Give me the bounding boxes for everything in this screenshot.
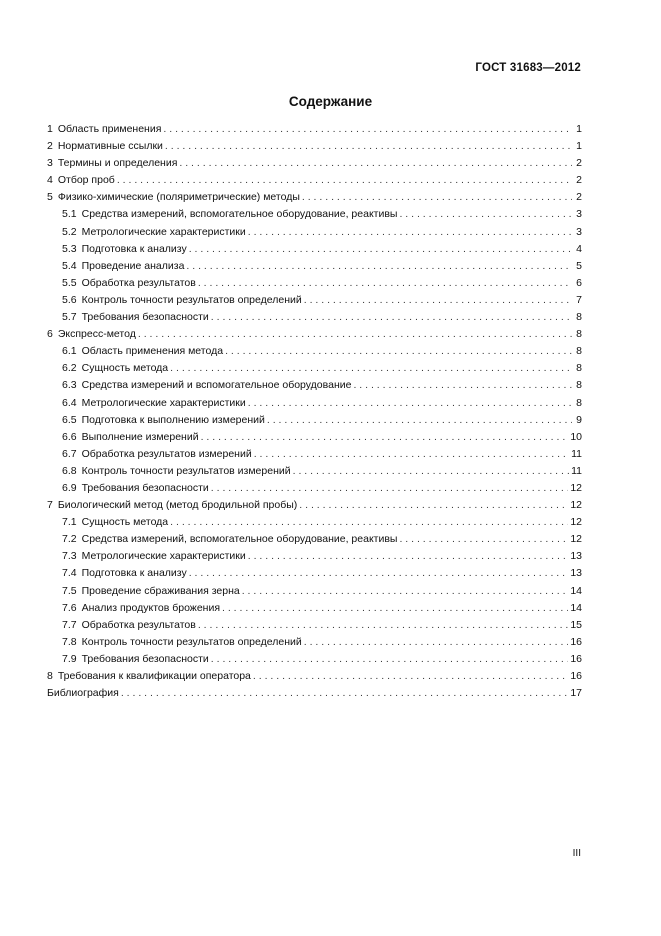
toc-entry-number: 6.2 (62, 362, 77, 375)
toc-dot-leader (293, 463, 569, 480)
toc-entry-number: 1 (47, 123, 53, 135)
toc-dot-leader (399, 531, 568, 548)
toc-entry-title (47, 172, 115, 189)
toc-entry-title (62, 395, 246, 412)
toc-entry-title (47, 326, 136, 343)
toc-entry-number: 5.4 (62, 259, 77, 272)
toc-dot-leader (248, 224, 572, 241)
toc-entry-title (62, 377, 351, 394)
toc-entry-label: Отбор проб (57, 174, 115, 187)
toc-entry-label: Метрологические характеристики (81, 396, 246, 409)
toc-entry-label: Физико-химические (поляриметрические) методы (57, 191, 300, 204)
toc-entry-label: Контроль точности результатов определений (81, 293, 302, 306)
toc-entry-page: 7 (576, 293, 582, 306)
table-of-contents (47, 121, 582, 702)
toc-entry-page: 4 (576, 242, 582, 255)
toc-entry-page: 8 (576, 379, 582, 392)
toc-dot-leader (189, 241, 572, 258)
toc-dot-leader (222, 600, 568, 617)
toc-dot-leader (225, 343, 572, 360)
toc-entry-label: Обработка результатов измерений (81, 447, 252, 460)
toc-entry-label: Обработка результатов (81, 618, 196, 631)
toc-entry-number: 5.7 (62, 311, 77, 324)
toc-entry-number: 3 (47, 157, 53, 170)
toc-entry-title (47, 685, 119, 702)
toc-entry-page: 12 (570, 533, 582, 546)
toc-entry[interactable] (47, 121, 582, 138)
toc-entry-label: Область применения (57, 123, 162, 135)
toc-dot-leader (304, 634, 569, 651)
toc-entry[interactable] (47, 600, 582, 617)
toc-entry[interactable] (47, 668, 582, 685)
toc-entry-title (62, 360, 168, 377)
toc-entry-label: Средства измерений, вспомогательное оборудование, реактивы (81, 533, 398, 546)
toc-dot-leader (138, 326, 572, 343)
toc-entry-title (47, 497, 297, 514)
toc-entry-title (62, 463, 291, 480)
toc-entry-page: 13 (570, 567, 582, 580)
toc-entry-title (62, 583, 240, 600)
toc-entry-title (62, 224, 246, 241)
toc-entry-label: Контроль точности результатов измерений (81, 464, 291, 477)
toc-dot-leader (198, 275, 572, 292)
toc-entry-page: 13 (570, 550, 582, 563)
toc-entry-label: Выполнение измерений (81, 430, 199, 443)
toc-entry[interactable] (47, 155, 582, 172)
toc-dot-leader (248, 395, 572, 412)
toc-entry-label: Метрологические характеристики (81, 225, 246, 238)
toc-dot-leader (170, 360, 572, 377)
toc-entry-page: 9 (576, 413, 582, 426)
toc-dot-leader (254, 446, 569, 463)
toc-entry-title (62, 531, 397, 548)
toc-entry[interactable] (47, 309, 582, 326)
toc-entry-number: 5 (47, 191, 53, 204)
toc-entry-page: 12 (570, 499, 582, 512)
toc-entry[interactable] (47, 138, 582, 155)
toc-dot-leader (121, 685, 568, 702)
toc-entry-page: 1 (576, 123, 582, 135)
toc-entry-label: Проведение сбраживания зерна (81, 584, 240, 597)
toc-entry-page: 8 (576, 345, 582, 358)
toc-entry-title (62, 206, 397, 223)
toc-entry-label: Биологический метод (метод бродильной пробы) (57, 499, 298, 512)
toc-entry-title (47, 155, 177, 172)
toc-entry-label: Требования к квалификации оператора (57, 670, 251, 682)
toc-entry-title (62, 292, 302, 309)
toc-entry[interactable] (47, 617, 582, 634)
toc-entry-number: 6.7 (62, 447, 77, 460)
page-number: III (572, 848, 581, 859)
toc-entry-label: Область применения метода (81, 345, 224, 358)
toc-entry-number: 6.8 (62, 464, 77, 477)
toc-dot-leader (179, 155, 572, 172)
toc-dot-leader (117, 172, 572, 189)
toc-entry-number: 6.6 (62, 430, 77, 443)
toc-entry-title (47, 189, 300, 206)
toc-entry-title (62, 241, 187, 258)
toc-entry-page: 5 (576, 259, 582, 272)
toc-entry-label: Требования безопасности (81, 652, 209, 665)
toc-entry-number: 5.2 (62, 225, 77, 238)
toc-dot-leader (170, 514, 568, 531)
toc-entry-number: 7.5 (62, 584, 77, 597)
toc-entry-label: Термины и определения (57, 157, 178, 170)
toc-entry-number: 2 (47, 140, 53, 153)
toc-entry-label: Средства измерений, вспомогательное оборудование, реактивы (81, 208, 398, 221)
toc-entry-label: Нормативные ссылки (57, 140, 163, 153)
toc-entry-page: 14 (570, 601, 582, 614)
toc-entry-label: Экспресс-метод (57, 328, 136, 341)
toc-entry-page: 16 (570, 652, 582, 665)
toc-entry-title (47, 138, 163, 155)
toc-dot-leader (248, 548, 569, 565)
toc-entry[interactable] (47, 241, 582, 258)
toc-entry[interactable] (47, 531, 582, 548)
toc-entry-number: 6.4 (62, 396, 77, 409)
toc-entry-title (62, 514, 168, 531)
toc-entry-page: 11 (571, 447, 582, 460)
toc-entry[interactable] (47, 292, 582, 309)
toc-entry-label: Подготовка к анализу (81, 242, 187, 255)
toc-entry[interactable] (47, 206, 582, 223)
toc-entry-number: 7.8 (62, 635, 77, 648)
toc-entry-title (62, 258, 184, 275)
toc-entry[interactable] (47, 343, 582, 360)
toc-entry-page: 10 (570, 430, 582, 443)
toc-entry[interactable] (47, 275, 582, 292)
toc-entry[interactable] (47, 224, 582, 241)
toc-entry-page: 16 (570, 670, 582, 682)
toc-entry-label: Требования безопасности (81, 481, 209, 494)
toc-entry-label: Проведение анализа (81, 259, 185, 272)
toc-entry-page: 14 (570, 584, 582, 597)
toc-entry-page: 8 (576, 328, 582, 341)
toc-entry-title (47, 121, 161, 138)
toc-entry-page: 8 (576, 396, 582, 409)
toc-entry-number: 6.3 (62, 379, 77, 392)
toc-entry-page: 11 (571, 464, 582, 477)
toc-dot-leader (302, 189, 572, 206)
toc-entry-page: 12 (570, 516, 582, 529)
toc-entry-label: Сущность метода (81, 516, 169, 529)
toc-entry-title (62, 343, 223, 360)
toc-entry[interactable] (47, 258, 582, 275)
toc-entry-number: 7.3 (62, 550, 77, 563)
toc-entry-title (62, 565, 187, 582)
toc-entry-title (47, 668, 251, 685)
toc-dot-leader (267, 412, 572, 429)
toc-entry[interactable] (47, 548, 582, 565)
toc-entry-page: 1 (576, 140, 582, 153)
toc-entry[interactable] (47, 497, 582, 514)
toc-entry-label: Контроль точности результатов определений (81, 635, 302, 648)
toc-entry-label: Подготовка к анализу (81, 567, 187, 580)
toc-entry-number: 6 (47, 328, 53, 341)
toc-entry-title (62, 480, 209, 497)
toc-entry[interactable] (47, 172, 582, 189)
toc-entry-number: 7.9 (62, 652, 77, 665)
toc-entry[interactable] (47, 514, 582, 531)
toc-dot-leader (189, 565, 569, 582)
toc-entry-number: 5.3 (62, 242, 77, 255)
toc-title: Содержание (288, 94, 373, 109)
toc-entry-number: 6.1 (62, 345, 77, 358)
toc-dot-leader (304, 292, 572, 309)
toc-entry-number: 5.5 (62, 276, 77, 289)
toc-entry-number: 7 (47, 499, 53, 512)
document-code: ГОСТ 31683—2012 (475, 62, 581, 74)
toc-entry-label: Сущность метода (81, 362, 169, 375)
toc-entry[interactable] (47, 634, 582, 651)
toc-entry-page: 3 (576, 208, 582, 221)
toc-entry-page: 2 (576, 174, 582, 187)
toc-entry[interactable] (47, 651, 582, 668)
toc-dot-leader (201, 429, 569, 446)
toc-dot-leader (353, 377, 572, 394)
toc-entry[interactable] (47, 412, 582, 429)
toc-entry-label: Средства измерений и вспомогательное оборудование (81, 379, 352, 392)
toc-entry[interactable] (47, 480, 582, 497)
toc-entry[interactable] (47, 189, 582, 206)
toc-entry-title (62, 548, 246, 565)
toc-dot-leader (242, 583, 569, 600)
toc-entry[interactable] (47, 565, 582, 582)
toc-entry-number: 7.7 (62, 618, 77, 631)
toc-entry-number: 8 (47, 670, 53, 682)
toc-entry[interactable] (47, 395, 582, 412)
toc-entry-label: Анализ продуктов брожения (81, 601, 221, 614)
toc-entry-page: 8 (576, 362, 582, 375)
toc-entry[interactable] (47, 326, 582, 343)
toc-entry-page: 3 (576, 225, 582, 238)
toc-entry-title (62, 634, 302, 651)
toc-dot-leader (198, 617, 568, 634)
toc-entry-page: 2 (576, 191, 582, 204)
toc-entry-page: 8 (576, 311, 582, 324)
toc-entry-number: 4 (47, 174, 53, 187)
toc-entry-number: 7.1 (62, 516, 77, 529)
toc-entry-page: 6 (576, 276, 582, 289)
toc-dot-leader (211, 480, 569, 497)
toc-entry[interactable] (47, 446, 582, 463)
toc-entry-label: Подготовка к выполнению измерений (81, 413, 265, 426)
toc-dot-leader (165, 138, 572, 155)
toc-entry-label: Библиография (47, 687, 119, 700)
toc-entry-title (62, 651, 209, 668)
toc-dot-leader (163, 121, 572, 138)
toc-entry-label: Обработка результатов (81, 276, 196, 289)
toc-entry[interactable] (47, 377, 582, 394)
toc-dot-leader (211, 651, 569, 668)
toc-entry-page: 15 (570, 618, 582, 631)
toc-entry-title (62, 309, 209, 326)
toc-entry[interactable] (47, 463, 582, 480)
toc-entry-title (62, 275, 196, 292)
toc-entry-title (62, 617, 196, 634)
toc-entry-page: 12 (570, 481, 582, 494)
toc-entry-title (62, 446, 252, 463)
toc-entry-number: 5.1 (62, 208, 77, 221)
toc-entry-page: 2 (576, 157, 582, 170)
toc-entry-label: Требования безопасности (81, 311, 209, 324)
toc-entry[interactable] (47, 360, 582, 377)
toc-entry-title (62, 429, 199, 446)
toc-dot-leader (399, 206, 572, 223)
toc-entry[interactable] (47, 685, 582, 702)
toc-entry-number: 6.9 (62, 481, 77, 494)
toc-dot-leader (253, 668, 568, 685)
toc-dot-leader (299, 497, 568, 514)
toc-entry-number: 7.6 (62, 601, 77, 614)
toc-entry-number: 6.5 (62, 413, 77, 426)
toc-entry-page: 17 (570, 687, 582, 700)
toc-entry-number: 7.2 (62, 533, 77, 546)
toc-entry-page: 16 (570, 635, 582, 648)
toc-entry-label: Метрологические характеристики (81, 550, 246, 563)
toc-entry-number: 5.6 (62, 293, 77, 306)
toc-entry[interactable] (47, 429, 582, 446)
toc-entry-title (62, 412, 265, 429)
toc-entry-number: 7.4 (62, 567, 77, 580)
toc-dot-leader (186, 258, 572, 275)
toc-dot-leader (211, 309, 572, 326)
toc-entry[interactable] (47, 583, 582, 600)
toc-entry-title (62, 600, 220, 617)
